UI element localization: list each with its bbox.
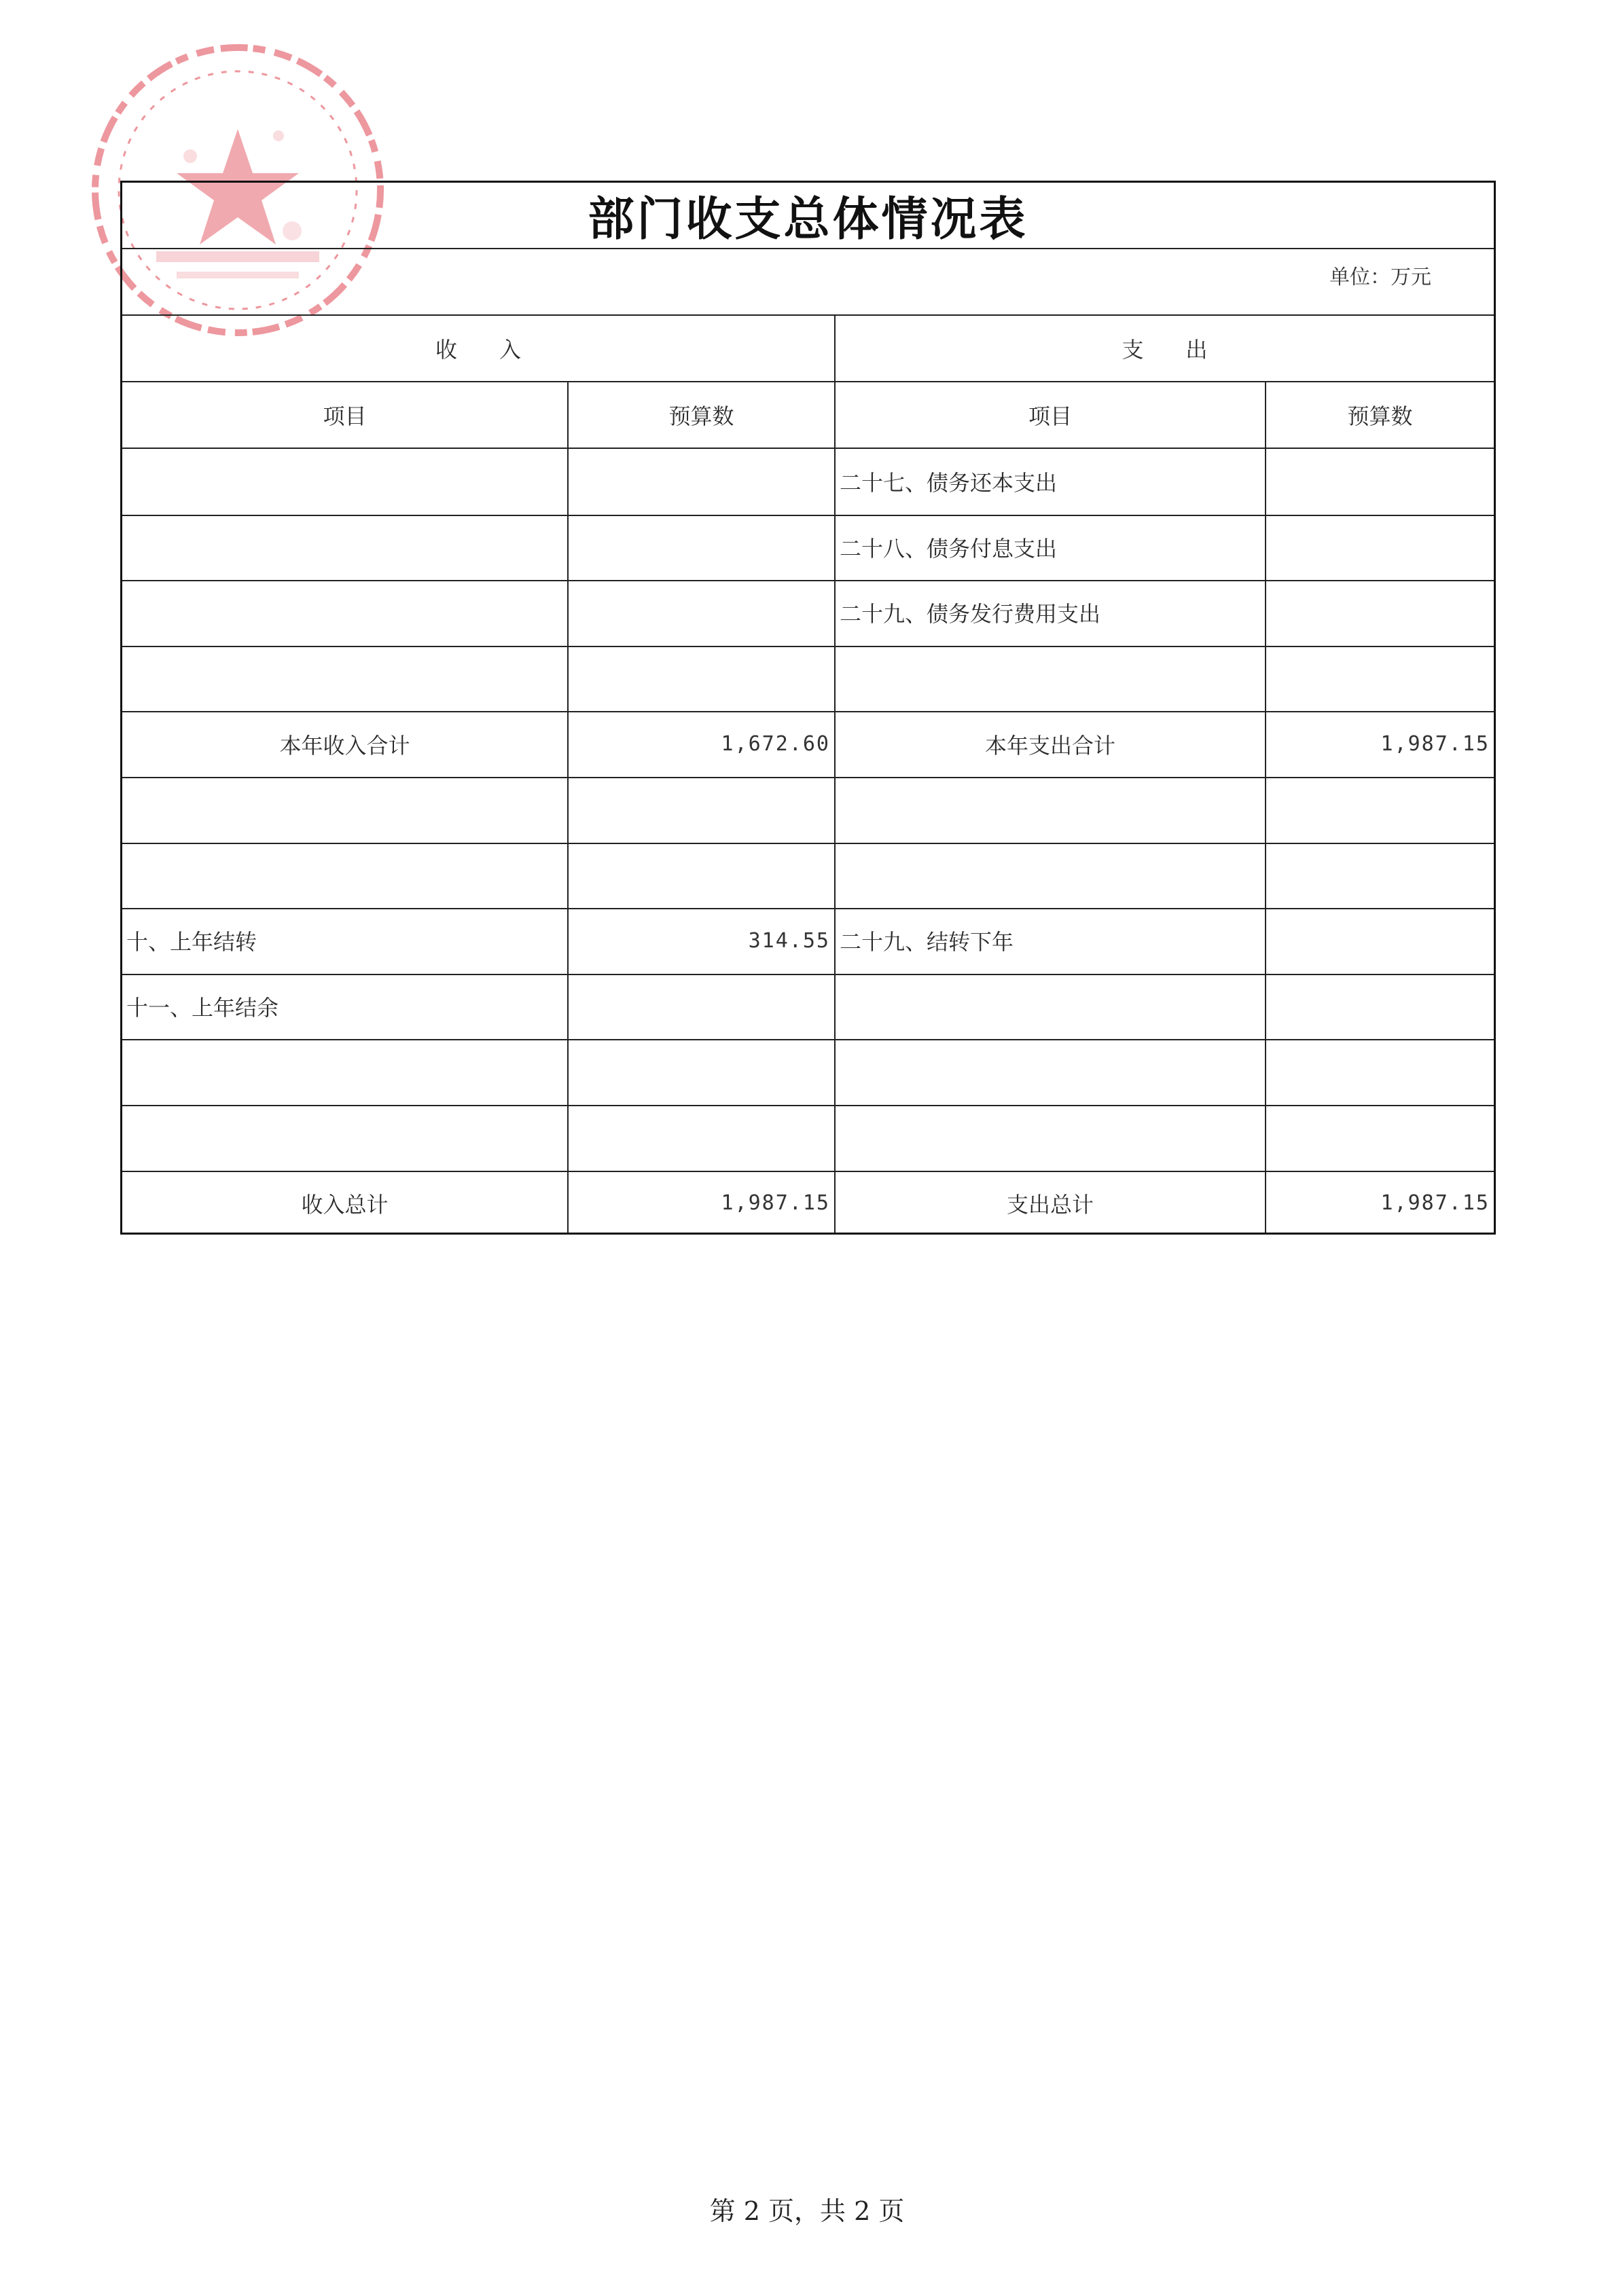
table-row [122,449,1494,515]
income-budget-cell: 1,672.60 [721,732,830,757]
expense-budget-column-header: 预算数 [1347,403,1413,429]
page-number: 第 2 页，共 2 页 [709,2196,905,2226]
income-budget-cell [569,515,834,581]
expense-item-cell [836,777,1265,843]
income-budget-cell [569,580,834,646]
unit-label: 单位：万元 [1329,266,1431,289]
income-budget-cell [569,1039,834,1105]
income-budget-cell [569,646,834,712]
expense-item-cell [836,843,1265,909]
expense-item-cell: 本年支出合计 [984,732,1115,759]
expense-budget-cell [1266,974,1494,1040]
expense-budget-cell [1266,843,1494,909]
expense-item-cell [836,646,1265,712]
income-section-header: 收入 [435,337,563,363]
budget-table [120,181,1496,1235]
expense-item-cell [836,974,1265,1040]
income-item-cell [122,777,567,843]
expense-budget-cell [1266,580,1494,646]
table-row [122,580,1494,646]
table-row [122,1171,1494,1237]
income-item-cell [122,449,567,515]
income-budget-cell [569,843,834,909]
expense-item-cell: 支出总计 [1006,1191,1094,1218]
table-row [122,515,1494,581]
income-item-cell [122,1105,567,1171]
divider [122,248,1494,249]
income-item-cell [122,1039,567,1105]
page-title: 部门收支总体情况表 [588,192,1028,247]
income-item-cell: 十、上年结转 [126,929,257,955]
income-item-cell [122,843,567,909]
income-budget-cell: 1,987.15 [721,1191,830,1216]
income-item-cell: 十一、上年结余 [126,995,279,1021]
expense-budget-cell: 1,987.15 [1380,1191,1490,1216]
income-budget-column-header: 预算数 [668,403,734,429]
expense-item-cell [836,1039,1265,1105]
income-budget-cell [569,449,834,515]
income-item-column-header: 项目 [323,403,367,429]
expense-item-cell: 二十九、债务发行费用支出 [840,601,1101,627]
expense-budget-cell [1266,449,1494,515]
income-item-cell: 收入总计 [301,1191,389,1218]
income-item-cell [122,580,567,646]
income-budget-cell [569,974,834,1040]
expense-budget-cell: 1,987.15 [1380,732,1490,757]
table-row [122,974,1494,1040]
table-row [122,908,1494,974]
expense-budget-cell [1266,515,1494,581]
table-row [122,843,1494,909]
table-row [122,711,1494,777]
income-budget-cell [569,777,834,843]
expense-budget-cell [1266,777,1494,843]
expense-item-cell: 二十八、债务付息支出 [840,535,1058,562]
expense-item-cell: 二十九、结转下年 [840,929,1014,955]
income-item-cell [122,646,567,712]
table-row [122,646,1494,712]
expense-budget-cell [1266,646,1494,712]
expense-item-cell [836,1105,1265,1171]
expense-budget-cell [1266,1105,1494,1171]
income-item-cell [122,515,567,581]
income-budget-cell: 314.55 [748,928,830,953]
income-item-cell: 本年收入合计 [279,732,410,759]
expense-section-header: 支出 [1122,337,1250,363]
expense-budget-cell [1266,1039,1494,1105]
table-row [122,1039,1494,1105]
table-row [122,1105,1494,1171]
expense-budget-cell [1266,908,1494,974]
income-budget-cell [569,1105,834,1171]
expense-item-column-header: 项目 [1028,403,1072,429]
table-row [122,777,1494,843]
expense-item-cell: 二十七、债务还本支出 [840,470,1058,496]
